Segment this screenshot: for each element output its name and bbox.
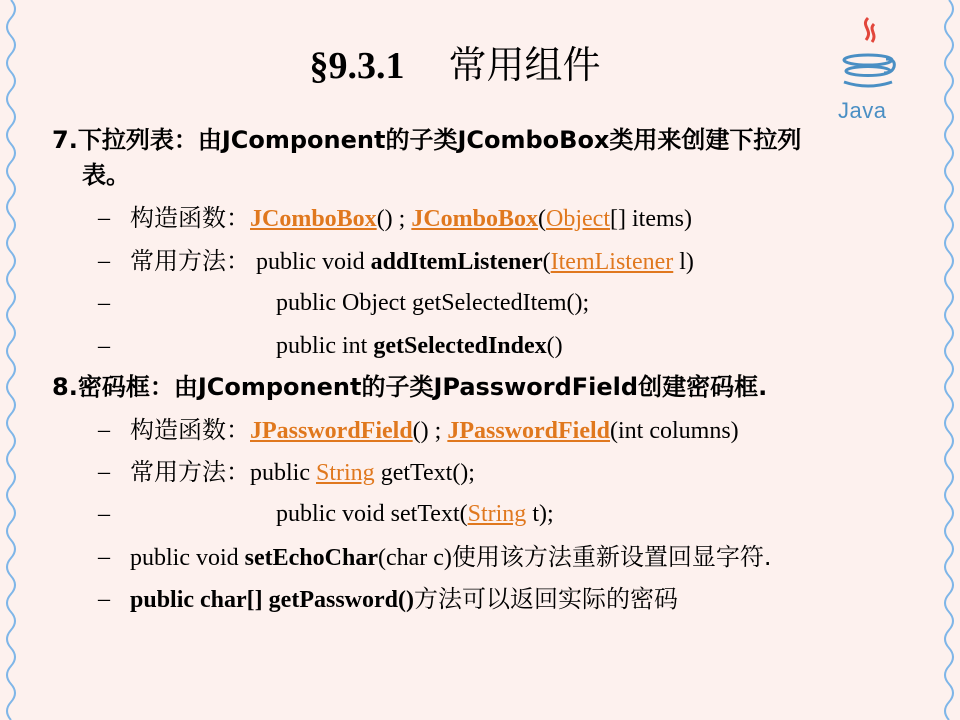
section8-constructors: 构造函数：JPasswordField() ; JPasswordField(int columns) (130, 416, 739, 444)
bullet-dash: – (98, 333, 110, 359)
object-link[interactable]: Object (546, 206, 611, 232)
bullet-dash: – (98, 501, 110, 527)
bullet-dash: – (98, 205, 110, 231)
right-wave-border (938, 0, 960, 720)
jpasswordfield-link-2[interactable]: JPasswordField (447, 418, 610, 444)
java-cup-icon (828, 14, 906, 98)
bullet-dash: – (98, 459, 110, 485)
jcombobox-link[interactable]: JComboBox (250, 206, 377, 232)
section8-method-gettext: 常用方法：public String getText(); (130, 458, 475, 486)
left-wave-border (0, 0, 22, 720)
string-link-2[interactable]: String (467, 501, 527, 527)
section7-constructors: 构造函数：JComboBox() ; JComboBox(Object[] items) (130, 204, 692, 232)
section8-method-settext: public void setText(String t); (276, 501, 554, 527)
section7-heading-cont: 表。 (82, 161, 130, 189)
section7-method-additemlistener: 常用方法： public void addItemListener(ItemListener l) (130, 247, 694, 275)
section8-method-setechochar: public void setEchoChar(char c)使用该方法重新设置回显字符. (130, 543, 772, 571)
java-logo (828, 14, 906, 124)
jcombobox-link-2[interactable]: JComboBox (411, 206, 539, 232)
string-link[interactable]: String (316, 460, 375, 486)
section7-method-getselecteditem: public Object getSelectedItem(); (276, 290, 590, 316)
bullet-dash: – (98, 417, 110, 443)
section7-method-getselectedindex: public int getSelectedIndex() (276, 333, 563, 359)
bullet-dash: – (98, 586, 110, 612)
bullet-dash: – (98, 290, 110, 316)
slide-title (0, 34, 910, 89)
section8-heading: 8.密码框：由JComponent的子类JPasswordField创建密码框. (52, 373, 768, 401)
section-title: 常用组件 (448, 43, 601, 87)
bullet-dash: – (98, 248, 110, 274)
bullet-dash: – (98, 544, 110, 570)
section8-method-getpassword: public char[] getPassword()方法可以返回实际的密码 (130, 585, 678, 613)
section-number: §9.3.1 (309, 45, 405, 87)
itemlistener-link[interactable]: ItemListener (550, 249, 674, 275)
java-logo-text: Java (838, 98, 887, 123)
section7-heading: 7.下拉列表：由JComponent的子类JComboBox类用来创建下拉列 (52, 126, 802, 154)
jpasswordfield-link[interactable]: JPasswordField (250, 418, 413, 444)
